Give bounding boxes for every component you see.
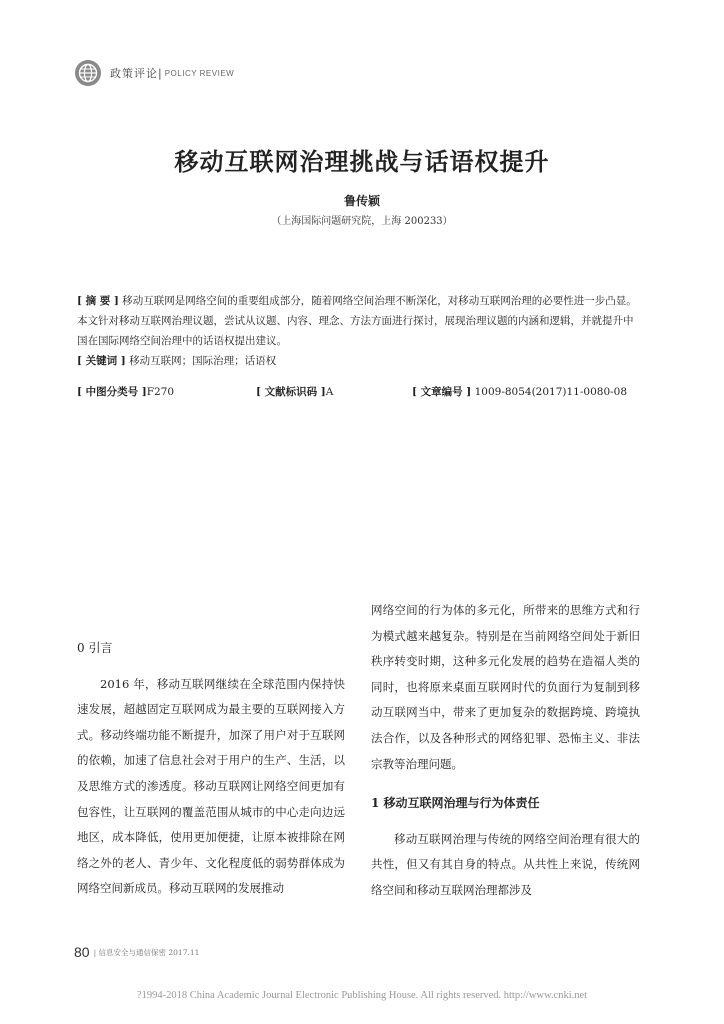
abstract-text: 移动互联网是网络空间的重要组成部分，随着网络空间治理不断深化，对移动互联网治理的必要性进一步凸显。本文针对移动互联网治理议题，尝试从议题、内容、理念、方法方面进行探讨，展现治理议题的内涵和逻辑，并就提升中国在国际网络空间治理中的话语权提出建议。 <box>77 295 637 347</box>
section1-heading: 1 移动互联网治理与行为体责任 <box>371 796 540 811</box>
right-column <box>371 598 640 904</box>
copyright-notice: ?1994-2018 China Academic Journal Electronic Publishing House. All rights reserved. http://www.cnki.net <box>136 990 588 1001</box>
article-number <box>412 384 627 399</box>
document-code <box>256 384 333 399</box>
clc-number <box>77 384 174 399</box>
section-label: 政策评论| <box>110 67 163 80</box>
article-title: 移动互联网治理挑战与话语权提升 <box>174 147 550 176</box>
journal-header <box>74 58 234 88</box>
doc-value: A <box>325 386 334 398</box>
section1-paragraph: 移动互联网治理与传统的网络空间治理有很大的共性，但又有其自身的特点。从共性上来说，传统网络空间和移动互联网治理都涉及 <box>371 831 640 897</box>
journal-logo-icon <box>74 59 102 87</box>
keywords-text: 移动互联网；国际治理；话语权 <box>129 355 277 367</box>
author: 鲁传颖 <box>343 194 380 208</box>
abstract-paragraph <box>77 291 643 351</box>
clc-value: F270 <box>146 386 175 398</box>
continued-paragraph: 网络空间的行为体的多元化，所带来的思维方式和行为模式越来越复杂。特别是在当前网络空间处于新旧秩序转变时期，这种多元化发展的趋势在造福人类的同时，也将原来桌面互联网时代的负面行为复制到移动互联网当中，带来了更加复杂的数据跨境、跨境执法合作，以及各种形式的网络犯罪、恐怖主义、非法宗教等治理问题。 <box>371 603 640 771</box>
intro-heading: 0 引言 <box>77 641 113 655</box>
keywords-tag: [ 关键词 ] <box>77 355 126 367</box>
article-value: 1009-8054(2017)11-0080-08 <box>474 386 628 398</box>
page-number: 80 <box>74 944 90 960</box>
abstract-tag: [ 摘 要 ] <box>77 295 119 307</box>
journal-info: | 信息安全与通信保密 2017.11 <box>93 947 200 957</box>
affiliation: （上海国际问题研究院，上海 200233） <box>271 216 453 227</box>
abstract-block <box>77 291 643 371</box>
intro-paragraph: 2016 年，移动互联网继续在全球范围内保持快速发展，超越固定互联网成为最主要的互联网接入方式。移动终端功能不断提升，加深了用户对于互联网的依赖，加速了信息社会对于用户的生产、生活，以及思维方式的渗透度。移动互联网让网络空间更加有包容性，让互联网的覆盖范围从城市的中心走向边远地区，成本降低，使用更加便捷，让原本被排除在网络之外的老人、青少年、文化程度低的弱势群体成为网络空间新成员。移动互联网的发展推动 <box>77 676 345 896</box>
clc-tag: [ 中图分类号 ] <box>77 386 147 398</box>
page-footer <box>74 944 199 960</box>
keywords-line <box>77 351 643 371</box>
doc-tag: [ 文献标识码 ] <box>256 386 326 398</box>
left-column <box>77 636 345 902</box>
section-label-en: POLICY REVIEW <box>164 68 235 78</box>
article-tag: [ 文章编号 ] <box>412 386 472 398</box>
